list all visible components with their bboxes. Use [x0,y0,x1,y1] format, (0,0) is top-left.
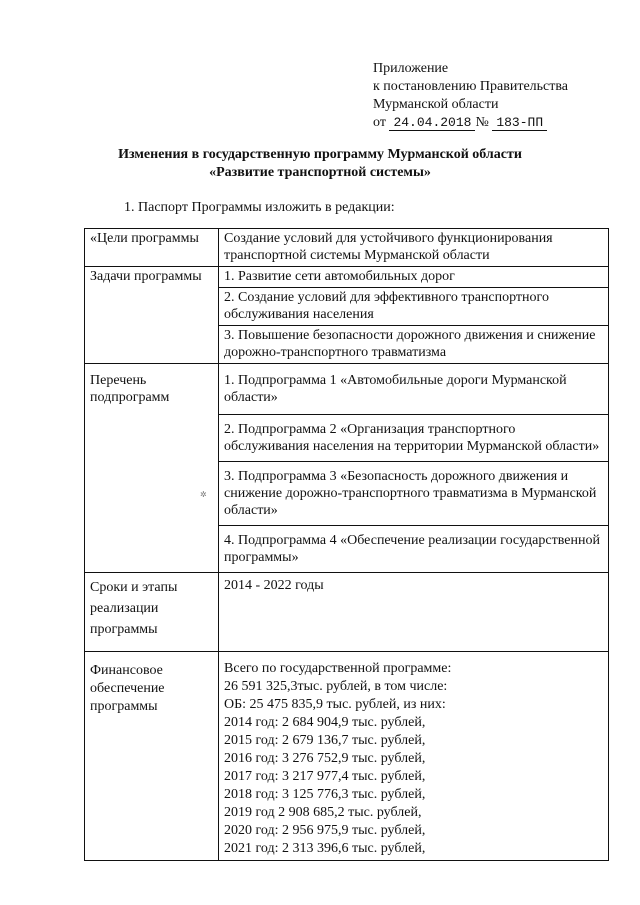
decree-date: 24.04.2018 [389,115,475,131]
program-passport-table [84,228,609,861]
finance-label: Финансовое обеспечение программы [85,652,219,861]
goals-value: Создание условий для устойчивого функционирования транспортной системы Мурманской области [219,229,609,267]
finance-line: 2014 год: 2 684 904,9 тыс. рублей, [224,715,426,730]
scan-mark-icon: ✲ [200,490,207,499]
subprogram-item: 1. Подпрограмма 1 «Автомобильные дороги Мурманской области» [219,364,609,415]
subprogram-item: 2. Подпрограмма 2 «Организация транспортного обслуживания населения на территории Мурманской области» [219,415,609,462]
document-title [0,146,640,182]
goals-label: «Цели программы [85,229,219,267]
finance-line: ОБ: 25 475 835,9 тыс. рублей, из них: [224,697,446,712]
subprogram-item: 4. Подпрограмма 4 «Обеспечение реализации государственной программы» [219,526,609,573]
number-label: № [475,115,489,130]
table-row [85,573,609,652]
finance-line: 2021 год: 2 313 396,6 тыс. рублей, [224,841,426,856]
finance-line: 2017 год: 3 217 977,4 тыс. рублей, [224,769,426,784]
appendix-line-2: к постановлению Правительства [373,79,569,94]
finance-line: 2016 год: 3 276 752,9 тыс. рублей, [224,751,426,766]
subprograms-label: Перечень подпрограмм [85,364,219,573]
task-item: 1. Развитие сети автомобильных дорог [219,267,609,288]
finance-line: 2019 год 2 908 685,2 тыс. рублей, [224,805,422,820]
finance-line: 2018 год: 3 125 776,3 тыс. рублей, [224,787,426,802]
table-row [85,652,609,861]
decree-number: 183-ПП [492,115,547,131]
title-line-2: «Развитие транспортной системы» [209,165,431,180]
terms-label: Сроки и этапы реализации программы [85,573,219,652]
subprogram-item: 3. Подпрограмма 3 «Безопасность дорожного движения и снижение дорожно-транспортного травматизма в Мурманской области» [219,462,609,526]
task-item: 2. Создание условий для эффективного транспортного обслуживания населения [219,288,609,326]
finance-line: 2015 год: 2 679 136,7 тыс. рублей, [224,733,426,748]
table-row [85,267,609,288]
intro-text: 1. Паспорт Программы изложить в редакции: [124,200,395,215]
table-row [85,229,609,267]
appendix-date-line [373,114,568,132]
finance-line: Всего по государственной программе: [224,661,452,676]
tasks-label: Задачи программы [85,267,219,364]
table-row [85,364,609,415]
finance-line: 26 591 325,3тыс. рублей, в том числе: [224,679,448,694]
finance-line: 2020 год: 2 956 975,9 тыс. рублей, [224,823,426,838]
appendix-line-1: Приложение [373,61,449,76]
task-item: 3. Повышение безопасности дорожного движения и снижение дорожно-транспортного травматизма [219,326,609,364]
title-line-1: Изменения в государственную программу Мурманской области [118,147,522,162]
from-label: от [373,115,386,130]
terms-value: 2014 - 2022 годы [219,573,609,652]
finance-value [219,652,609,861]
appendix-line-3: Мурманской области [373,97,499,112]
appendix-block [373,60,568,132]
